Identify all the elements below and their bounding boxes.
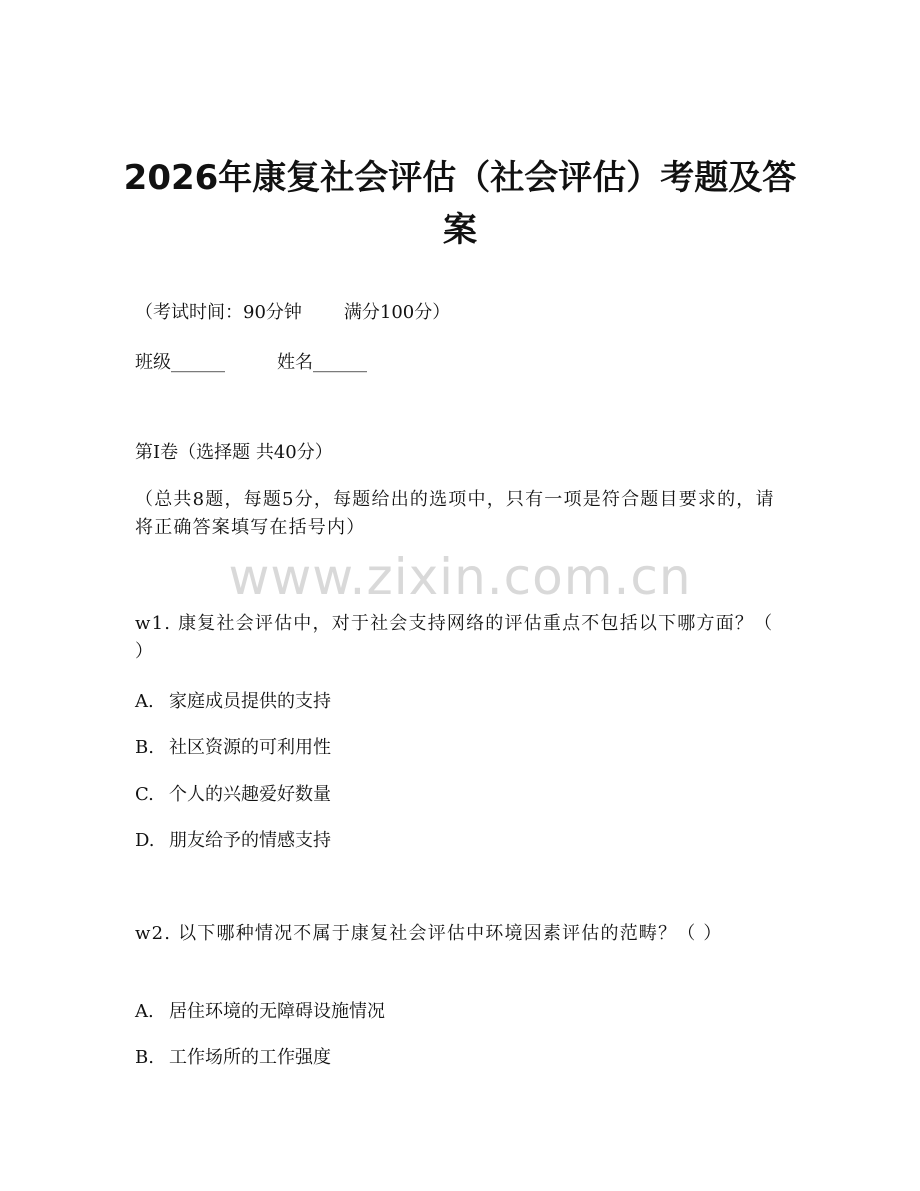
class-field: 班级______ xyxy=(135,352,225,373)
question-1-stem: w1. 康复社会评估中，对于社会支持网络的评估重点不包括以下哪方面？（ ） xyxy=(135,613,774,662)
question-2-option-a xyxy=(135,999,385,1025)
option-label: C. xyxy=(135,784,154,805)
option-text: 朋友给予的情感支持 xyxy=(169,830,331,851)
name-field: 姓名______ xyxy=(277,352,367,373)
option-label: A. xyxy=(135,1001,154,1022)
question-2-option-b xyxy=(135,1045,331,1071)
section-heading: 第I卷（选择题 共40分） xyxy=(135,442,333,463)
option-text: 工作场所的工作强度 xyxy=(169,1047,331,1068)
question-1-option-b xyxy=(135,735,331,761)
option-label: B. xyxy=(135,737,154,758)
question-1-option-a xyxy=(135,689,331,715)
option-label: A. xyxy=(135,691,154,712)
exam-info xyxy=(135,300,450,326)
option-text: 家庭成员提供的支持 xyxy=(169,691,331,712)
option-text: 个人的兴趣爱好数量 xyxy=(169,784,331,805)
question-1-option-d xyxy=(135,828,331,854)
document-title: 2026年康复社会评估（社会评估）考题及答案 xyxy=(123,158,797,250)
option-text: 居住环境的无障碍设施情况 xyxy=(169,1001,385,1022)
section-instructions: （总共8题，每题5分，每题给出的选项中，只有一项是符合题目要求的，请将正确答案填写在括号内） xyxy=(135,489,775,538)
option-label: B. xyxy=(135,1047,154,1068)
student-fields xyxy=(135,350,367,376)
question-2-stem: w2. 以下哪种情况不属于康复社会评估中环境因素评估的范畴？（ ） xyxy=(135,923,723,944)
option-text: 社区资源的可利用性 xyxy=(169,737,331,758)
watermark: www.zixin.com.cn xyxy=(228,548,692,606)
exam-time: （考试时间：90分钟 xyxy=(135,302,302,323)
exam-full-score: 满分100分） xyxy=(343,302,451,323)
question-1-option-c xyxy=(135,782,331,808)
option-label: D. xyxy=(135,830,155,851)
